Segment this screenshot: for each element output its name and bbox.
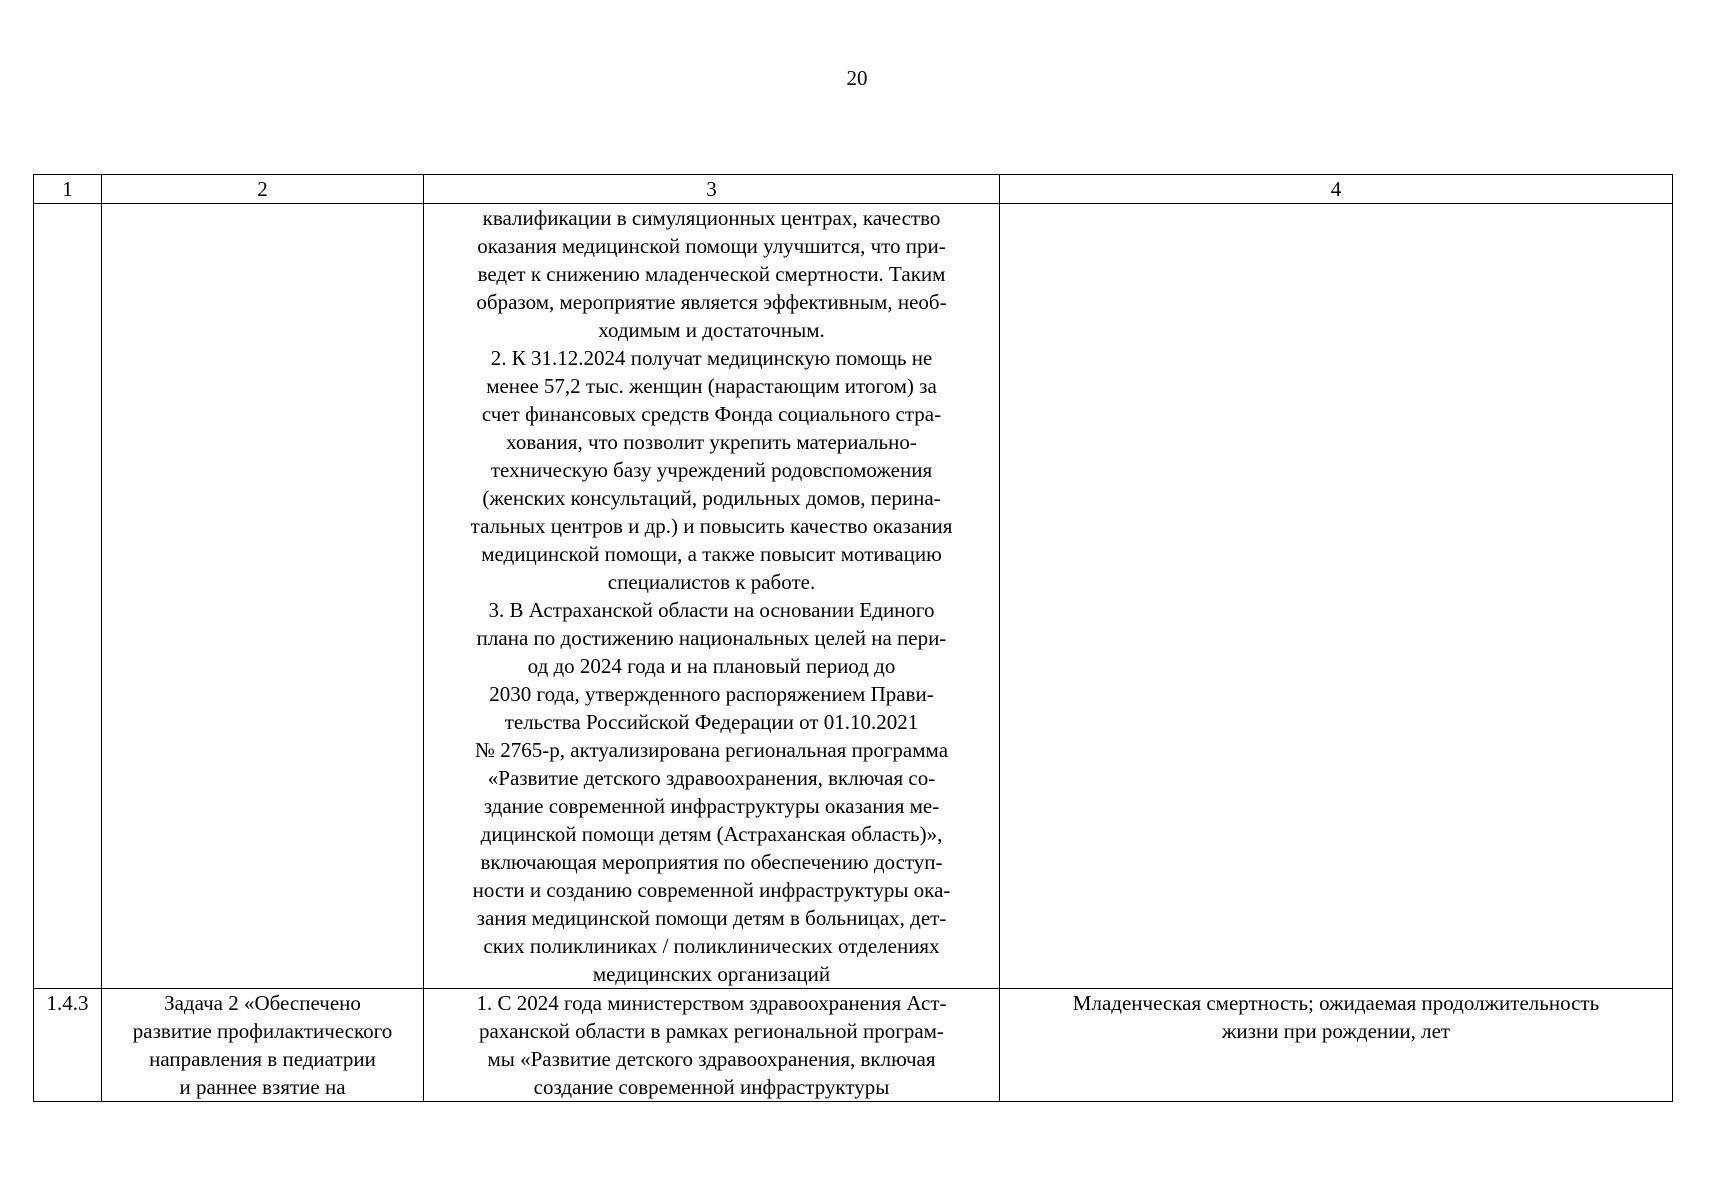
cell-text-line: медицинских организаций bbox=[592, 962, 831, 986]
cell-text-line: специалистов к работе. bbox=[607, 570, 816, 594]
cell-text-line: 1. С 2024 года министерством здравоохранения Аст- bbox=[476, 991, 947, 1015]
page-number: 20 bbox=[846, 66, 868, 90]
cell-text-line: (женских консультаций, родильных домов, перина- bbox=[482, 486, 941, 510]
cell-text-line: оказания медицинской помощи улучшится, что при- bbox=[477, 234, 946, 258]
cell-text-line: квалификации в симуляционных центрах, качество bbox=[482, 206, 941, 230]
cell-text-line: ведет к снижению младенческой смертности. Таким bbox=[477, 262, 946, 286]
cell-text-line: счет финансовых средств Фонда социального стра- bbox=[481, 402, 942, 426]
header-col-4: 4 bbox=[1000, 175, 1673, 204]
row-number-cell: 1.4.3 bbox=[34, 989, 102, 1102]
indicator-cell bbox=[1000, 204, 1673, 989]
description-cell bbox=[424, 989, 1000, 1102]
cell-text-line: ходимым и достаточным. bbox=[598, 318, 825, 342]
cell-text-line: развитие профилактического bbox=[132, 1019, 393, 1043]
header-col-3: 3 bbox=[424, 175, 1000, 204]
cell-text-line: 2. К 31.12.2024 получат медицинскую помощь не bbox=[490, 346, 933, 370]
cell-text-line: тальных центров и др.) и повысить качество оказания bbox=[470, 514, 953, 538]
cell-text-line: ности и созданию современной инфраструктуры ока- bbox=[472, 878, 951, 902]
header-col-2: 2 bbox=[102, 175, 424, 204]
cell-text-line: № 2765-р, актуализирована региональная программа bbox=[474, 738, 949, 762]
cell-text-line: 3. В Астраханской области на основании Единого bbox=[488, 598, 935, 622]
cell-text-line: плана по достижению национальных целей на пери- bbox=[476, 626, 947, 650]
task-cell bbox=[102, 989, 424, 1102]
cell-text-line: раханской области в рамках региональной програм- bbox=[479, 1019, 944, 1043]
cell-text-line: техническую базу учреждений родовспоможения bbox=[490, 458, 933, 482]
measures-table bbox=[33, 174, 1673, 1102]
cell-text-line: дицинской помощи детям (Астраханская область)», bbox=[480, 822, 943, 846]
cell-text-line: 2030 года, утвержденного распоряжением Прави- bbox=[489, 682, 934, 706]
table-row bbox=[34, 989, 1673, 1102]
cell-text-line: зания медицинской помощи детям в больницах, дет- bbox=[476, 906, 947, 930]
indicator-cell bbox=[1000, 989, 1673, 1102]
cell-text-line: образом, мероприятие является эффективным, необ- bbox=[476, 290, 947, 314]
cell-text-line: Младенческая смертность; ожидаемая продолжительность bbox=[1072, 991, 1600, 1015]
cell-text-line: медицинской помощи, а также повысит мотивацию bbox=[481, 542, 942, 566]
table-row bbox=[34, 204, 1673, 989]
cell-text-line: менее 57,2 тыс. женщин (нарастающим итогом) за bbox=[486, 374, 937, 398]
cell-text-line: мы «Развитие детского здравоохранения, включая bbox=[487, 1047, 936, 1071]
cell-text-line: хования, что позволит укрепить материально- bbox=[506, 430, 917, 454]
cell-text-line: од до 2024 года и на плановый период до bbox=[527, 654, 896, 678]
cell-text-line: и раннее взятие на bbox=[179, 1075, 346, 1099]
cell-text-line: здание современной инфраструктуры оказания ме- bbox=[483, 794, 940, 818]
cell-text-line: создание современной инфраструктуры bbox=[533, 1075, 890, 1099]
header-col-1: 1 bbox=[34, 175, 102, 204]
cell-text-line: ских поликлиниках / поликлинических отделениях bbox=[483, 934, 940, 958]
cell-text-line: включающая мероприятия по обеспечению доступ- bbox=[480, 850, 943, 874]
row-number-cell bbox=[34, 204, 102, 989]
task-cell bbox=[102, 204, 424, 989]
cell-text-line: жизни при рождении, лет bbox=[1221, 1019, 1451, 1043]
cell-text-line: «Развитие детского здравоохранения, включая со- bbox=[487, 766, 936, 790]
cell-text-line: Задача 2 «Обеспечено bbox=[164, 991, 361, 1015]
table-header-row bbox=[34, 175, 1673, 204]
cell-text-line: направления в педиатрии bbox=[149, 1047, 376, 1071]
cell-text-line: тельства Российской Федерации от 01.10.2021 bbox=[504, 710, 919, 734]
description-cell bbox=[424, 204, 1000, 989]
